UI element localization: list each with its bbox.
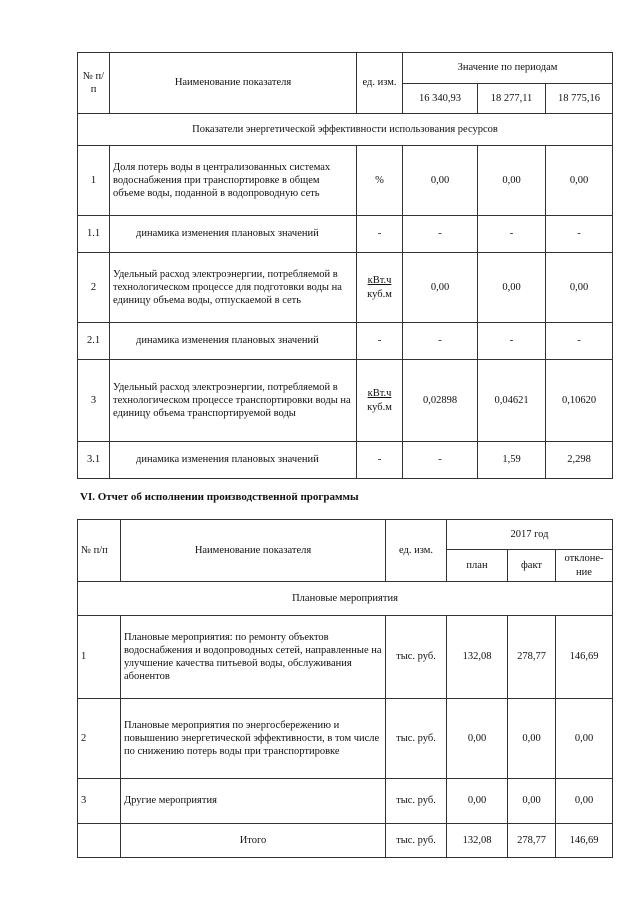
- row-name: динамика изменения плановых значений: [110, 442, 357, 479]
- row-fact: 0,00: [508, 699, 556, 779]
- row-num: 3.1: [78, 442, 110, 479]
- unit-bottom: куб.м: [367, 401, 392, 413]
- row-unit: -: [357, 442, 403, 479]
- row-unit: [357, 253, 403, 323]
- production-program-table: [77, 519, 613, 858]
- header-num: № п/п: [78, 520, 121, 582]
- table-row: [78, 616, 613, 699]
- row-num: 2: [78, 699, 121, 779]
- row-name: Плановые мероприятия по энергосбережению и повышению энергетической эффективности, в том числе по снижению потерь воды при транспортировке: [121, 699, 386, 779]
- table-row: [78, 442, 613, 479]
- row-deviation: 146,69: [556, 824, 613, 858]
- row-value: 0,00: [546, 146, 613, 216]
- row-value: 0,10620: [546, 360, 613, 442]
- row-num: 3: [78, 360, 110, 442]
- row-name: Плановые мероприятия: по ремонту объектов водоснабжения и водопроводных сетей, направленные на улучшение качества питьевой воды, обслуживания абонентов: [121, 616, 386, 699]
- header-unit: ед. изм.: [386, 520, 447, 582]
- table-row: [78, 253, 613, 323]
- row-fact: 0,00: [508, 779, 556, 824]
- row-unit: [357, 146, 403, 216]
- row-num: [78, 824, 121, 858]
- row-unit: тыс. руб.: [386, 616, 447, 699]
- row-value: 0,00: [546, 253, 613, 323]
- unit-top: кВт.ч: [367, 275, 392, 287]
- table-row: [78, 216, 613, 253]
- row-num: 1.1: [78, 216, 110, 253]
- table-row: [78, 699, 613, 779]
- row-name: динамика изменения плановых значений: [110, 216, 357, 253]
- row-name: динамика изменения плановых значений: [110, 323, 357, 360]
- row-value: -: [478, 216, 546, 253]
- header-plan: план: [447, 550, 508, 582]
- unit-bottom: куб.м: [367, 288, 392, 300]
- section-title: Показатели энергетической эффективности использования ресурсов: [78, 114, 613, 146]
- header-periods: Значение по периодам: [403, 53, 613, 84]
- row-deviation: 0,00: [556, 779, 613, 824]
- unit-top: кВт.ч: [367, 388, 392, 400]
- row-unit: тыс. руб.: [386, 824, 447, 858]
- table-row: [78, 146, 613, 216]
- row-unit: тыс. руб.: [386, 779, 447, 824]
- row-unit: тыс. руб.: [386, 699, 447, 779]
- header-num: № п/п: [78, 53, 110, 114]
- row-value: 0,00: [403, 253, 478, 323]
- row-num: 2.1: [78, 323, 110, 360]
- row-num: 1: [78, 146, 110, 216]
- period-2: 18 277,11: [478, 84, 546, 114]
- row-value: 1,59: [478, 442, 546, 479]
- header-name: Наименование показателя: [121, 520, 386, 582]
- row-deviation: 0,00: [556, 699, 613, 779]
- table-row: [78, 779, 613, 824]
- row-plan: 0,00: [447, 779, 508, 824]
- header-unit: ед. изм.: [357, 53, 403, 114]
- row-value: -: [478, 323, 546, 360]
- total-label: Итого: [121, 824, 386, 858]
- total-row: [78, 824, 613, 858]
- row-value: 0,00: [403, 146, 478, 216]
- row-value: 2,298: [546, 442, 613, 479]
- row-value: -: [403, 216, 478, 253]
- row-unit: -: [357, 216, 403, 253]
- row-name: Доля потерь воды в централизованных системах водоснабжения при транспортировке в общем объеме воды, поданной в водопроводную сеть: [110, 146, 357, 216]
- row-value: -: [403, 442, 478, 479]
- row-num: 3: [78, 779, 121, 824]
- header-fact: факт: [508, 550, 556, 582]
- header-year: 2017 год: [447, 520, 613, 550]
- row-deviation: 146,69: [556, 616, 613, 699]
- header-deviation: отклоне-ние: [556, 550, 613, 582]
- row-fact: 278,77: [508, 616, 556, 699]
- unit-top: %: [375, 174, 384, 186]
- row-value: 0,04621: [478, 360, 546, 442]
- subsection-title: Плановые мероприятия: [78, 582, 613, 616]
- row-plan: 132,08: [447, 616, 508, 699]
- table-row: [78, 360, 613, 442]
- row-value: -: [546, 216, 613, 253]
- row-plan: 132,08: [447, 824, 508, 858]
- row-value: -: [546, 323, 613, 360]
- row-unit: [357, 360, 403, 442]
- row-value: 0,00: [478, 146, 546, 216]
- row-plan: 0,00: [447, 699, 508, 779]
- period-3: 18 775,16: [546, 84, 613, 114]
- row-num: 2: [78, 253, 110, 323]
- row-name: Другие мероприятия: [121, 779, 386, 824]
- row-name: Удельный расход электроэнергии, потребляемой в технологическом процессе транспортировки воды на единицу объема транспортируемой воды: [110, 360, 357, 442]
- row-num: 1: [78, 616, 121, 699]
- row-value: 0,02898: [403, 360, 478, 442]
- period-1: 16 340,93: [403, 84, 478, 114]
- header-name: Наименование показателя: [110, 53, 357, 114]
- section-heading: VI. Отчет об исполнении производственной программы: [80, 491, 359, 503]
- row-name: Удельный расход электроэнергии, потребляемой в технологическом процессе для подготовки воды на единицу объема воды, отпускаемой в сеть: [110, 253, 357, 323]
- energy-efficiency-table: [77, 52, 613, 479]
- table-row: [78, 323, 613, 360]
- row-fact: 278,77: [508, 824, 556, 858]
- row-unit: -: [357, 323, 403, 360]
- row-value: -: [403, 323, 478, 360]
- row-value: 0,00: [478, 253, 546, 323]
